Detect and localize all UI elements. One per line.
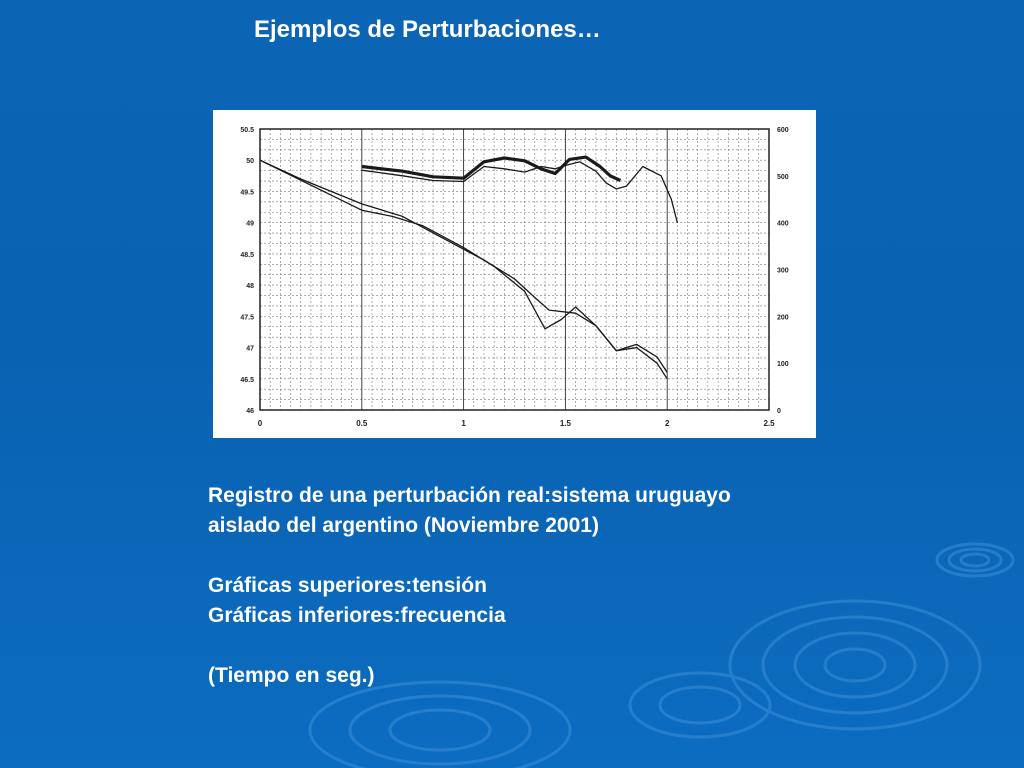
y2-tick-label: 600 (777, 127, 789, 134)
x-tick-label: 0 (257, 419, 263, 428)
y-tick-label: 50 (246, 158, 254, 166)
x-tick-label: 2 (664, 419, 670, 428)
caption (208, 481, 908, 691)
y-tick-label: 48.5 (240, 251, 254, 259)
chart-grid (260, 129, 769, 410)
y-tick-label: 49 (246, 220, 254, 228)
slide-title: Ejemplos de Perturbaciones… (254, 16, 601, 43)
chart-panel (213, 110, 816, 438)
y2-tick-label: 200 (777, 314, 789, 322)
x-tick-label: 1.5 (559, 419, 571, 428)
caption-line-4: Gráficas inferiores:frecuencia (208, 604, 506, 627)
y-tick-label: 50.5 (240, 127, 254, 134)
x-tick-label: 2.5 (763, 419, 775, 428)
y2-tick-labels (777, 127, 789, 415)
y-tick-label: 46.5 (240, 376, 254, 384)
caption-line-5: (Tiempo en seg.) (208, 664, 375, 687)
caption-line-2: aislado del argentino (Noviembre 2001) (208, 514, 599, 537)
y-tick-label: 48 (246, 283, 254, 291)
y-tick-label: 46 (246, 408, 254, 415)
x-tick-label: 1 (461, 419, 466, 428)
x-tick-labels (258, 419, 775, 428)
y-tick-label: 49.5 (240, 189, 254, 197)
y2-tick-label: 500 (777, 173, 789, 181)
y-tick-label: 47 (246, 345, 254, 353)
caption-line-3: Gráficas superiores:tensión (208, 574, 487, 597)
x-tick-label: 0.5 (356, 419, 368, 428)
y2-tick-label: 0 (777, 408, 781, 415)
y2-tick-label: 400 (777, 220, 789, 228)
y2-tick-label: 300 (777, 267, 789, 275)
y2-tick-label: 100 (777, 361, 789, 369)
frequency-voltage-chart (213, 110, 816, 438)
y-tick-label: 47.5 (240, 314, 254, 322)
y-tick-labels (240, 127, 254, 415)
chart-series (260, 157, 677, 379)
series-line-1 (362, 157, 621, 180)
caption-line-1: Registro de una perturbación real:sistema uruguayo (208, 484, 731, 507)
